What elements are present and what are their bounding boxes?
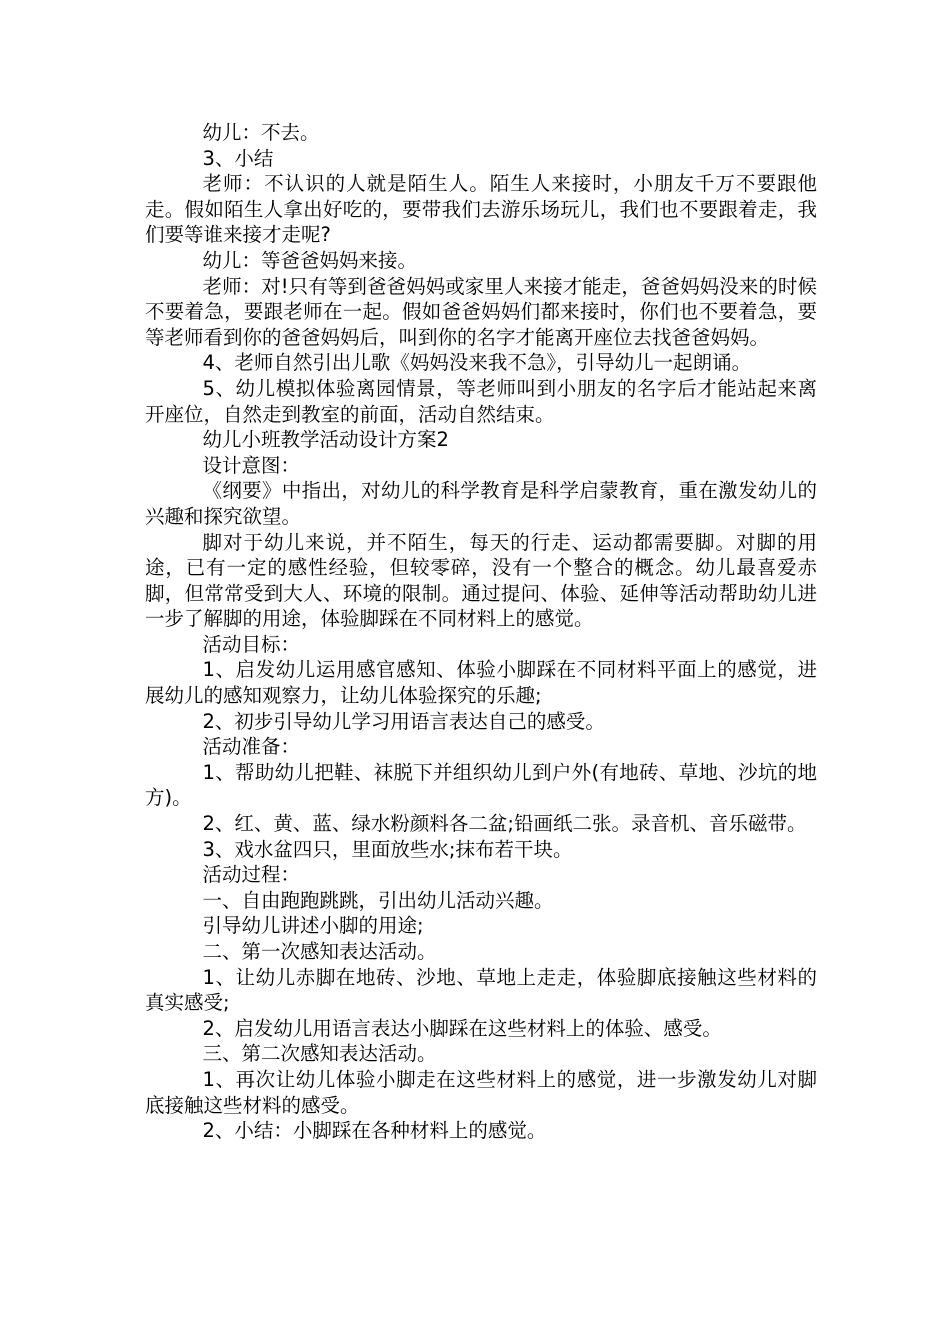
list-item: 2、小结：小脚踩在各种材料上的感觉。 xyxy=(202,1119,547,1143)
paragraph: 老师：不认识的人就是陌生人。陌生人来接时，小朋友千万不要跟他走。假如陌生人拿出好吃的，要带我们去游乐场玩儿，我们也不要跟着走，我们要等谁来接才走呢? xyxy=(145,172,817,247)
section-title: 幼儿小班教学活动设计方案2 xyxy=(202,428,449,452)
paragraph: 幼儿：等爸爸妈妈来接。 xyxy=(202,248,418,272)
document-body xyxy=(145,120,817,1144)
list-item: 一、自由跑跑跳跳，引出幼儿活动兴趣。 xyxy=(202,888,554,912)
paragraph: 幼儿：不去。 xyxy=(202,121,320,144)
list-item: 二、第一次感知表达活动。 xyxy=(202,940,437,963)
list-item: 1、帮助幼儿把鞋、袜脱下并组织幼儿到户外(有地砖、草地、沙坑的地方)。 xyxy=(145,760,817,810)
paragraph: 《纲要》中指出，对幼儿的科学教育是科学启蒙教育，重在激发幼儿的兴趣和探究欲望。 xyxy=(145,479,817,528)
list-item: 2、启发幼儿用语言表达小脚踩在这些材料上的体验、感受。 xyxy=(202,1016,722,1040)
list-item: 三、第二次感知表达活动。 xyxy=(202,1042,437,1066)
section-heading: 活动准备： xyxy=(202,735,301,759)
list-item: 1、再次让幼儿体验小脚走在这些材料上的感觉，进一步激发幼儿对脚底接触这些材料的感受。 xyxy=(145,1067,817,1117)
paragraph: 脚对于幼儿来说，并不陌生，每天的行走、运动都需要脚。对脚的用途，已有一定的感性经验，但较零碎，没有一个整合的概念。幼儿最喜爱赤脚，但常常受到大人、环境的限制。通过提问、体验、延伸等活动帮助幼儿进一步了解脚的用途，体验脚踩在不同材料上的感觉。 xyxy=(145,530,817,631)
list-item: 2、初步引导幼儿学习用语言表达自己的感受。 xyxy=(202,709,605,733)
paragraph: 5、幼儿模拟体验离园情景，等老师叫到小朋友的名字后才能站起来离开座位，自然走到教室的前面，活动自然结束。 xyxy=(145,376,817,426)
paragraph: 4、老师自然引出儿歌《妈妈没来我不急》，引导幼儿一起朗诵。 xyxy=(202,351,752,375)
section-heading: 活动目标： xyxy=(202,632,301,656)
section-heading: 活动过程： xyxy=(202,863,301,887)
list-item: 2、红、黄、蓝、绿水粉颜料各二盆;铅画纸二张。录音机、音乐磁带。 xyxy=(202,812,807,836)
list-item: 引导幼儿讲述小脚的用途; xyxy=(202,914,424,938)
paragraph: 老师：对!只有等到爸爸妈妈或家里人来接才能走，爸爸妈妈没来的时候不要着急，要跟老师在一起。假如爸爸妈妈们都来接时，你们也不要着急，要等老师看到你的爸爸妈妈后，叫到你的名字才能离开座位去找爸爸妈妈。 xyxy=(145,274,817,349)
section-heading: 设计意图： xyxy=(202,453,301,477)
list-item: 1、启发幼儿运用感官感知、体验小脚踩在不同材料平面上的感觉，进展幼儿的感知观察力，让幼儿体验探究的乐趣; xyxy=(145,658,817,708)
paragraph: 3、小结 xyxy=(202,146,274,170)
list-item: 3、戏水盆四只，里面放些水;抹布若干块。 xyxy=(202,837,573,861)
list-item: 1、让幼儿赤脚在地砖、沙地、草地上走走，体验脚底接触这些材料的真实感受; xyxy=(145,965,817,1015)
